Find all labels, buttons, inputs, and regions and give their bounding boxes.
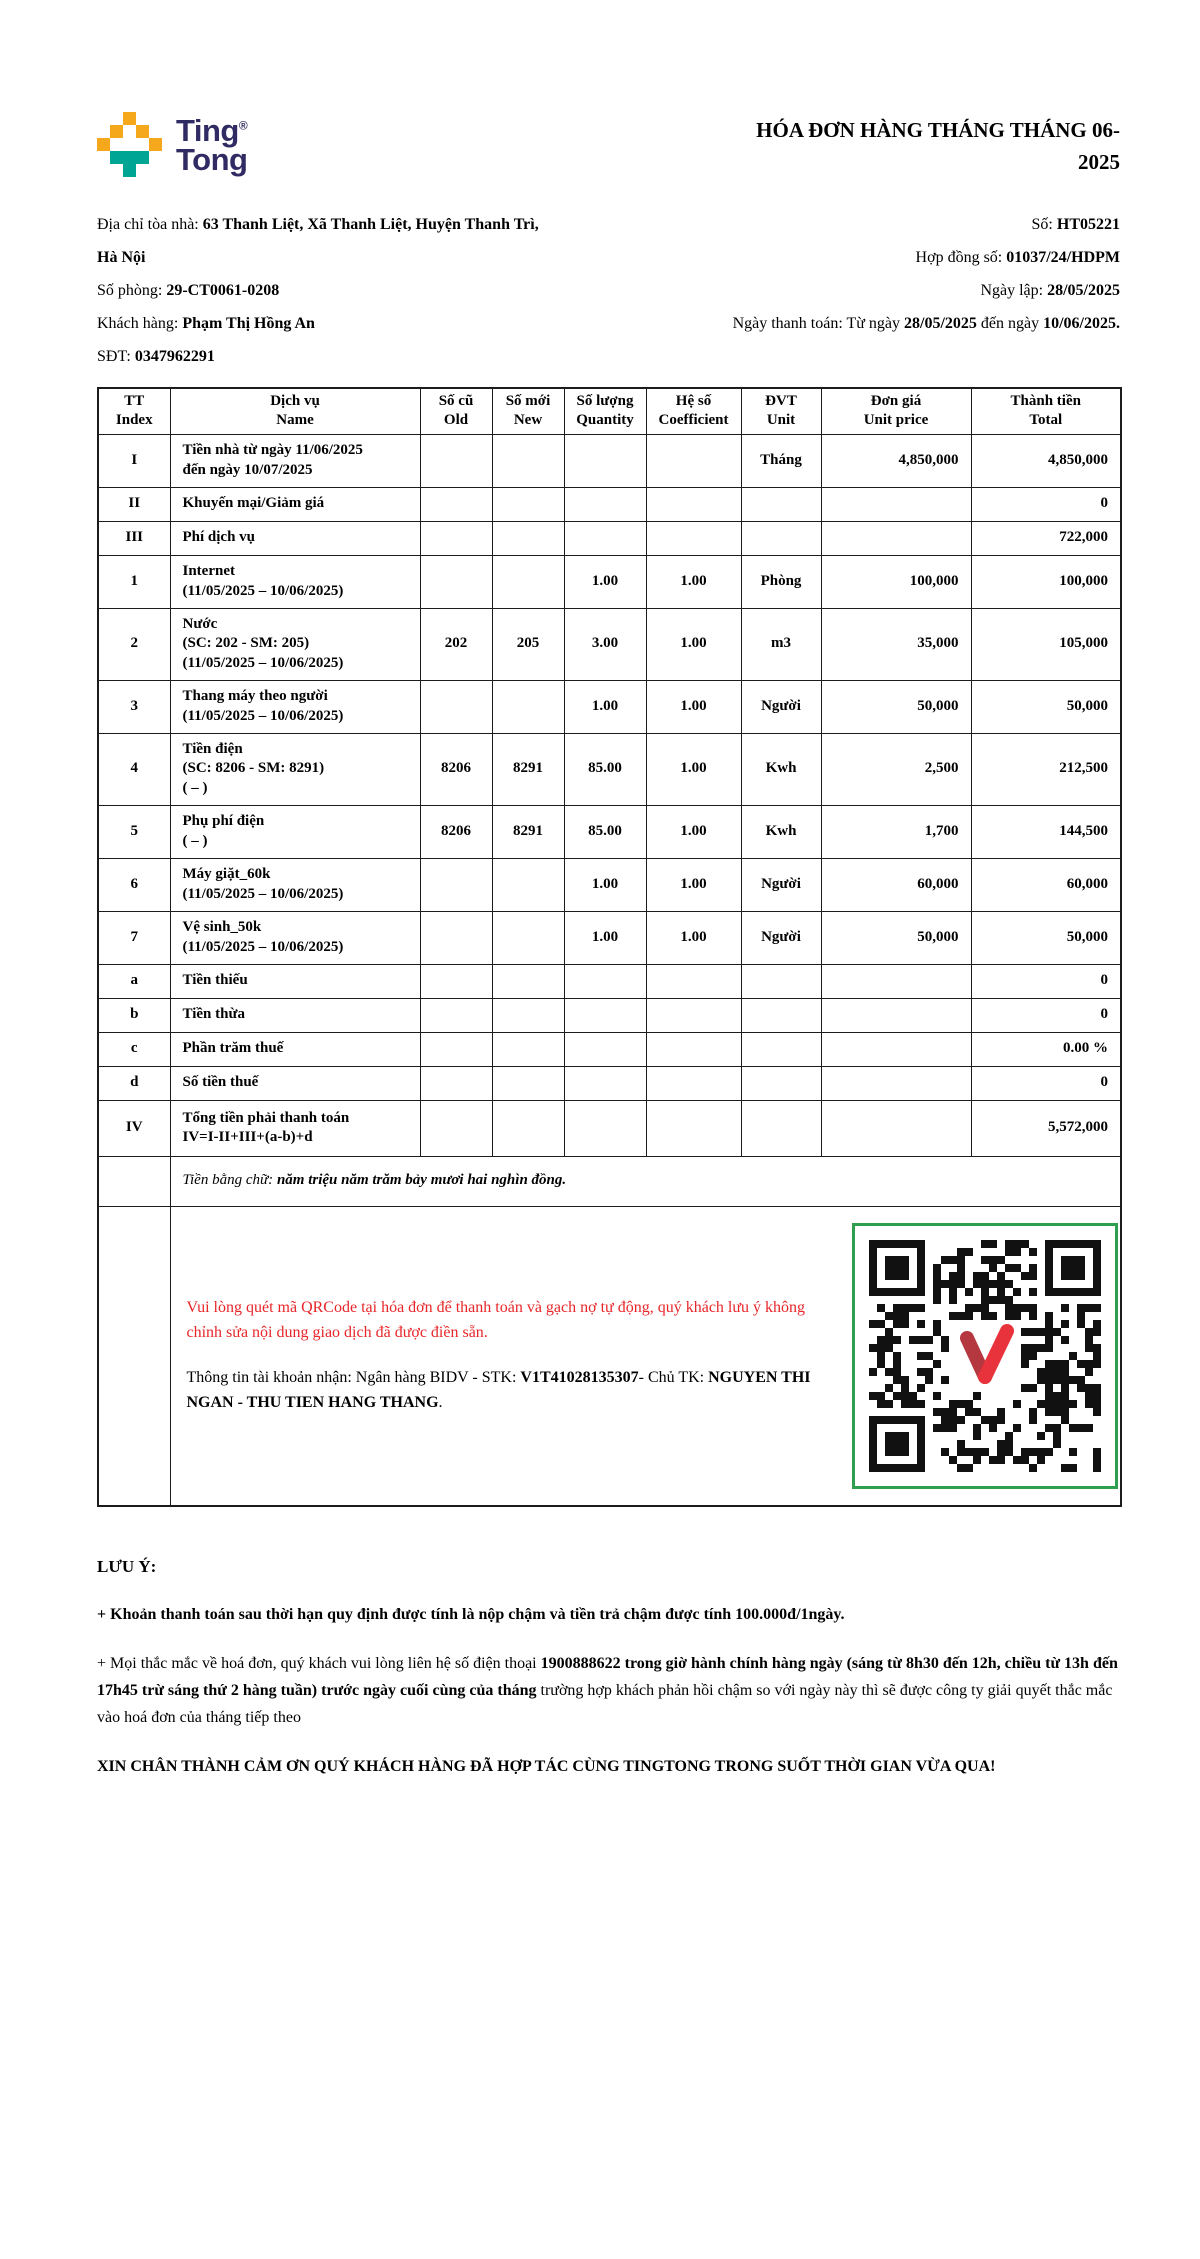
cell-old — [420, 911, 492, 964]
cell-coefficient: 1.00 — [646, 858, 741, 911]
cell-new: 205 — [492, 608, 564, 680]
cell-unit-price — [821, 487, 971, 521]
cell-old — [420, 1032, 492, 1066]
cell-old — [420, 964, 492, 998]
cell-old: 8206 — [420, 805, 492, 858]
cell-unit-price: 100,000 — [821, 555, 971, 608]
cell-unit-price: 60,000 — [821, 858, 971, 911]
cell-new — [492, 858, 564, 911]
table-row — [98, 521, 1121, 555]
cell-coefficient — [646, 434, 741, 487]
table-row — [98, 1066, 1121, 1100]
table-row-grand-total — [98, 1100, 1121, 1156]
cell-quantity — [564, 964, 646, 998]
col-header-total: Thành tiền Total — [971, 388, 1121, 434]
cell-old — [420, 680, 492, 733]
cell-quantity — [564, 521, 646, 555]
cell-service-name: Vệ sinh_50k (11/05/2025 – 10/06/2025) — [170, 911, 420, 964]
cell-index: d — [98, 1066, 170, 1100]
cell-old — [420, 858, 492, 911]
cell-quantity: 1.00 — [564, 680, 646, 733]
cell-total: 50,000 — [971, 680, 1121, 733]
cell-unit: Kwh — [741, 733, 821, 805]
cell-unit — [741, 487, 821, 521]
col-header-unit-price: Đơn giá Unit price — [821, 388, 971, 434]
cell-unit — [741, 1032, 821, 1066]
cell-total: 0 — [971, 964, 1121, 998]
cell-new: 8291 — [492, 805, 564, 858]
cell-total: 60,000 — [971, 858, 1121, 911]
account-info: Thông tin tài khoản nhận: Ngân hàng BIDV - STK: V1T41028135307- Chủ TK: NGUYEN THI NGAN - THU TIEN HANG THANG. — [186, 1368, 811, 1411]
cell-coefficient — [646, 1066, 741, 1100]
cell-new — [492, 1032, 564, 1066]
cell-coefficient: 1.00 — [646, 805, 741, 858]
cell-service-name: Tiền nhà từ ngày 11/06/2025 đến ngày 10/07/2025 — [170, 434, 420, 487]
cell-quantity: 3.00 — [564, 608, 646, 680]
notes-section — [97, 1557, 1120, 1780]
cell-old: 8206 — [420, 733, 492, 805]
cell-service-name: Tổng tiền phải thanh toán IV=I-II+III+(a-b)+d — [170, 1100, 420, 1156]
cell-new — [492, 964, 564, 998]
cell-index: c — [98, 1032, 170, 1066]
payment-instructions — [187, 1296, 817, 1415]
cell-coefficient — [646, 521, 741, 555]
cell-service-name: Máy giặt_60k (11/05/2025 – 10/06/2025) — [170, 858, 420, 911]
charges-table — [97, 387, 1122, 1507]
registered-mark: ® — [238, 118, 248, 133]
room-number: Số phòng: 29-CT0061-0208 — [97, 282, 280, 299]
payment-period: Ngày thanh toán: Từ ngày 28/05/2025 đến ngày 10/06/2025. — [732, 315, 1120, 332]
cell-service-name: Tiền thừa — [170, 998, 420, 1032]
cell-service-name: Internet (11/05/2025 – 10/06/2025) — [170, 555, 420, 608]
cell-old — [420, 998, 492, 1032]
cell-coefficient: 1.00 — [646, 608, 741, 680]
cell-unit — [741, 964, 821, 998]
cell-new — [492, 555, 564, 608]
table-row — [98, 434, 1121, 487]
table-header-row — [98, 388, 1121, 434]
cell-quantity — [564, 487, 646, 521]
table-row — [98, 911, 1121, 964]
cell-index: 1 — [98, 555, 170, 608]
cell-coefficient — [646, 487, 741, 521]
cell-service-name: Nước (SC: 202 - SM: 205) (11/05/2025 – 10/06/2025) — [170, 608, 420, 680]
cell-index: a — [98, 964, 170, 998]
cell-quantity: 85.00 — [564, 805, 646, 858]
cell-unit: Phòng — [741, 555, 821, 608]
cell-unit — [741, 1066, 821, 1100]
amount-in-words: Tiền bằng chữ: năm triệu năm trăm bảy mươi hai nghìn đồng. — [170, 1156, 1121, 1206]
table-row — [98, 998, 1121, 1032]
qr-warning-note: Vui lòng quét mã QRCode tại hóa đơn để thanh toán và gạch nợ tự động, quý khách lưu ý không chỉnh sửa nội dung giao dịch đã được điền sẵn. — [186, 1299, 806, 1341]
cell-service-name: Số tiền thuế — [170, 1066, 420, 1100]
cell-service-name: Khuyến mại/Giảm giá — [170, 487, 420, 521]
info-left-column — [97, 208, 637, 373]
table-row — [98, 608, 1121, 680]
cell-index: 3 — [98, 680, 170, 733]
cell-unit-price: 50,000 — [821, 680, 971, 733]
col-header-index: TT Index — [98, 388, 170, 434]
cell-coefficient: 1.00 — [646, 733, 741, 805]
col-header-old: Số cũ Old — [420, 388, 492, 434]
empty-cell — [98, 1206, 170, 1506]
invoice-title: HÓA ĐƠN HÀNG THÁNG THÁNG 06-2025 — [756, 118, 1120, 174]
cell-index: 6 — [98, 858, 170, 911]
cell-quantity — [564, 1032, 646, 1066]
cell-unit-price: 2,500 — [821, 733, 971, 805]
info-right-column — [650, 208, 1120, 373]
cell-unit — [741, 1100, 821, 1156]
invoice-header — [97, 112, 1120, 196]
cell-new — [492, 434, 564, 487]
table-row — [98, 964, 1121, 998]
col-header-new: Số mới New — [492, 388, 564, 434]
cell-unit-price — [821, 964, 971, 998]
logo-wordmark — [176, 112, 248, 178]
cell-quantity: 1.00 — [564, 911, 646, 964]
amount-in-words-row — [98, 1156, 1121, 1206]
cell-unit: m3 — [741, 608, 821, 680]
cell-service-name: Tiền thiếu — [170, 964, 420, 998]
cell-index: I — [98, 434, 170, 487]
cell-index: III — [98, 521, 170, 555]
cell-quantity — [564, 998, 646, 1032]
cell-unit-price: 4,850,000 — [821, 434, 971, 487]
col-header-quantity: Số lượng Quantity — [564, 388, 646, 434]
cell-new — [492, 998, 564, 1032]
table-row — [98, 680, 1121, 733]
col-header-name: Dịch vụ Name — [170, 388, 420, 434]
cell-service-name: Phụ phí điện ( – ) — [170, 805, 420, 858]
cell-index: 5 — [98, 805, 170, 858]
cell-unit-price — [821, 1100, 971, 1156]
cell-unit — [741, 998, 821, 1032]
cell-new — [492, 911, 564, 964]
cell-unit-price: 35,000 — [821, 608, 971, 680]
cell-total: 0 — [971, 1066, 1121, 1100]
cell-new — [492, 521, 564, 555]
cell-quantity — [564, 1066, 646, 1100]
cell-unit: Người — [741, 680, 821, 733]
cell-index: 2 — [98, 608, 170, 680]
cell-new: 8291 — [492, 733, 564, 805]
cell-unit — [741, 521, 821, 555]
cell-service-name: Phí dịch vụ — [170, 521, 420, 555]
cell-index: 4 — [98, 733, 170, 805]
late-payment-note: + Khoản thanh toán sau thời hạn quy định được tính là nộp chậm và tiền trả chậm được tính 100.000đ/1ngày. — [97, 1606, 845, 1623]
cell-index: b — [98, 998, 170, 1032]
cell-unit-price — [821, 998, 971, 1032]
cell-total: 4,850,000 — [971, 434, 1121, 487]
cell-index: II — [98, 487, 170, 521]
cell-total: 105,000 — [971, 608, 1121, 680]
tingtong-logo-icon — [97, 112, 162, 177]
cell-coefficient: 1.00 — [646, 680, 741, 733]
issue-date: Ngày lập: 28/05/2025 — [980, 282, 1120, 299]
cell-coefficient — [646, 964, 741, 998]
cell-unit: Người — [741, 911, 821, 964]
table-row — [98, 805, 1121, 858]
cell-unit: Tháng — [741, 434, 821, 487]
cell-unit: Kwh — [741, 805, 821, 858]
cell-coefficient — [646, 998, 741, 1032]
cell-total: 212,500 — [971, 733, 1121, 805]
cell-total: 100,000 — [971, 555, 1121, 608]
cell-quantity — [564, 1100, 646, 1156]
table-row — [98, 487, 1121, 521]
table-row — [98, 555, 1121, 608]
cell-index: IV — [98, 1100, 170, 1156]
cell-quantity: 85.00 — [564, 733, 646, 805]
cell-service-name: Thang máy theo người (11/05/2025 – 10/06/2025) — [170, 680, 420, 733]
logo-line1: Ting — [176, 113, 239, 148]
table-row — [98, 1032, 1121, 1066]
cell-index: 7 — [98, 911, 170, 964]
cell-old — [420, 555, 492, 608]
cell-coefficient — [646, 1100, 741, 1156]
qr-matrix — [869, 1240, 1101, 1479]
invoice-info — [97, 208, 1120, 373]
cell-total: 50,000 — [971, 911, 1121, 964]
cell-old — [420, 1100, 492, 1156]
cell-old — [420, 434, 492, 487]
cell-unit-price: 1,700 — [821, 805, 971, 858]
cell-unit: Người — [741, 858, 821, 911]
cell-total: 0 — [971, 998, 1121, 1032]
payment-cell — [170, 1206, 1121, 1506]
cell-unit-price: 50,000 — [821, 911, 971, 964]
tingtong-logo — [97, 112, 247, 177]
cell-quantity: 1.00 — [564, 858, 646, 911]
cell-service-name: Tiền điện (SC: 8206 - SM: 8291) ( – ) — [170, 733, 420, 805]
cell-total: 722,000 — [971, 521, 1121, 555]
qr-row — [98, 1206, 1121, 1506]
cell-quantity — [564, 434, 646, 487]
col-header-unit: ĐVT Unit — [741, 388, 821, 434]
thank-you-note: XIN CHÂN THÀNH CẢM ƠN QUÝ KHÁCH HÀNG ĐÃ HỢP TÁC CÙNG TINGTONG TRONG SUỐT THỜI GIAN VỪA QUA! — [97, 1758, 996, 1775]
cell-total: 0 — [971, 487, 1121, 521]
cell-total: 144,500 — [971, 805, 1121, 858]
col-header-coefficient: Hệ số Coefficient — [646, 388, 741, 434]
table-row — [98, 733, 1121, 805]
cell-total: 0.00 % — [971, 1032, 1121, 1066]
logo-line2: Tong — [176, 142, 248, 178]
cell-coefficient: 1.00 — [646, 911, 741, 964]
cell-quantity: 1.00 — [564, 555, 646, 608]
hotline-note: + Mọi thắc mắc về hoá đơn, quý khách vui lòng liên hệ số điện thoại 1900888622 trong giờ hành chính hàng ngày (sáng từ 8h30 đến 12h, chiều từ 13h đến 17h45 trừ sáng thứ 2 hàng tuần) trước ngày cuối cùng của tháng trường hợp khách phản hồi chậm so với ngày này thì sẽ được công ty giải quyết thắc mắc vào hoá đơn của tháng tiếp theo — [97, 1655, 1118, 1726]
building-address-line1: Địa chỉ tòa nhà: 63 Thanh Liệt, Xã Thanh Liệt, Huyện Thanh Trì, — [97, 216, 539, 233]
cell-new — [492, 1066, 564, 1100]
invoice-number: Số: HT05221 — [1031, 216, 1120, 233]
qr-code — [852, 1223, 1118, 1489]
cell-unit-price — [821, 1032, 971, 1066]
cell-unit-price — [821, 1066, 971, 1100]
customer-name: Khách hàng: Phạm Thị Hồng An — [97, 315, 315, 332]
cell-new — [492, 1100, 564, 1156]
contract-number: Hợp đồng số: 01037/24/HDPM — [915, 249, 1120, 266]
empty-cell — [98, 1156, 170, 1206]
cell-old — [420, 1066, 492, 1100]
cell-new — [492, 487, 564, 521]
customer-phone: SĐT: 0347962291 — [97, 348, 215, 365]
table-row — [98, 858, 1121, 911]
cell-unit-price — [821, 521, 971, 555]
notes-heading: LƯU Ý: — [97, 1557, 157, 1576]
cell-total: 5,572,000 — [971, 1100, 1121, 1156]
cell-coefficient — [646, 1032, 741, 1066]
cell-old — [420, 487, 492, 521]
cell-new — [492, 680, 564, 733]
cell-old — [420, 521, 492, 555]
building-address-line2: Hà Nội — [97, 249, 146, 266]
cell-old: 202 — [420, 608, 492, 680]
cell-coefficient: 1.00 — [646, 555, 741, 608]
cell-service-name: Phần trăm thuế — [170, 1032, 420, 1066]
